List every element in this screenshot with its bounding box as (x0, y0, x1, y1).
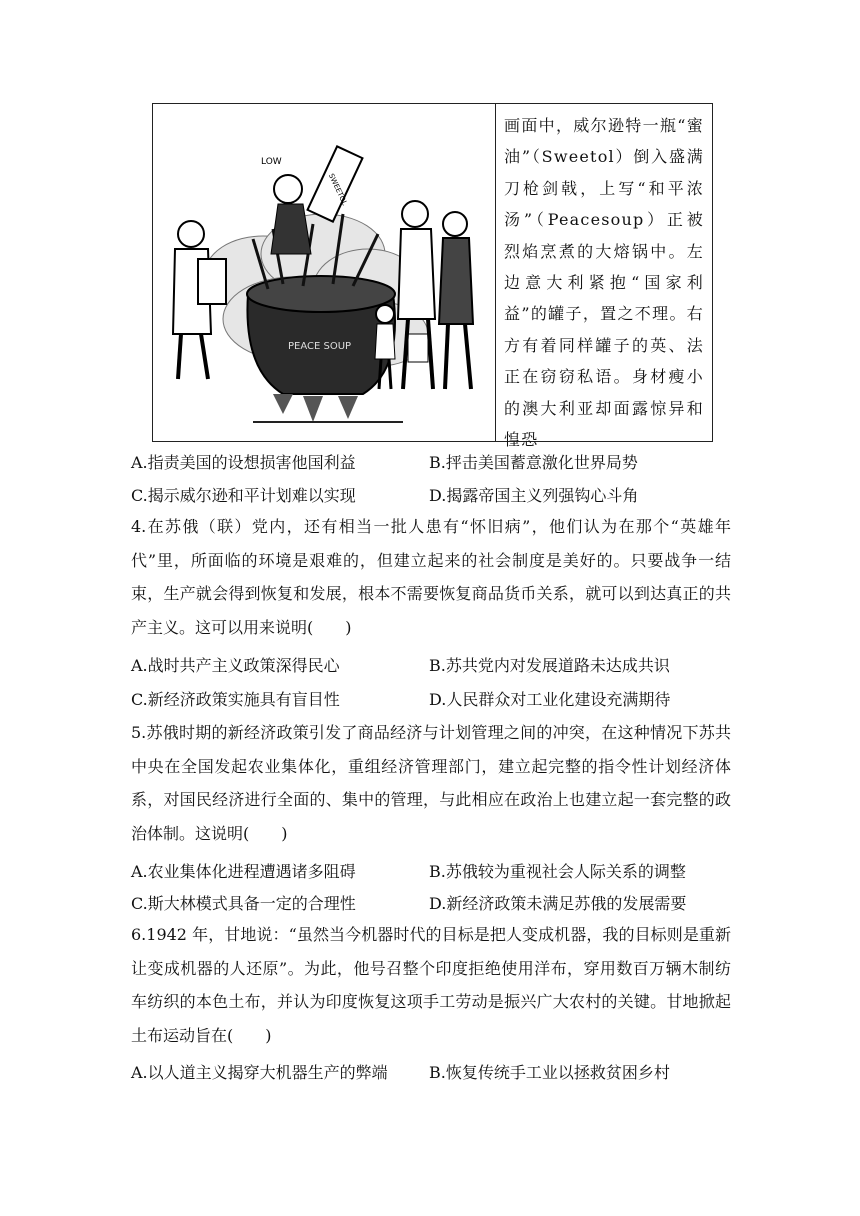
q4-option-b[interactable]: B.苏共党内对发展道路未达成共识 (429, 656, 670, 675)
political-cartoon (153, 104, 496, 441)
q3-options-row-1 (131, 450, 731, 473)
q5-option-c[interactable]: C.斯大林模式具备一定的合理性 (131, 894, 356, 913)
q5-option-a[interactable]: A.农业集体化进程遭遇诸多阻碍 (131, 862, 356, 881)
bottle-label: SWEETOL (326, 172, 349, 207)
cartoon-illustration (153, 104, 495, 441)
q3-option-c[interactable]: C.揭示威尔逊和平计划难以实现 (131, 486, 356, 505)
q6-option-a[interactable]: A.以人道主义揭穿大机器生产的弊端 (131, 1063, 388, 1082)
q4-options-row-2 (131, 687, 731, 710)
cartoon-caption: 画面中，威尔逊特一瓶“蜜油”（Sweetol）倒入盛满刀枪剑戟，上写“和平浓汤”（Peacesoup）正被烈焰烹煮的大熔锅中。左边意大利紧抱“国家利益”的罐子，置之不理。右方有着同样罐子的英、法正在窃窃私语。身材瘦小的澳大利亚却面露惊异和惶恐 (504, 116, 704, 450)
q5-option-b[interactable]: B.苏俄较为重视社会人际关系的调整 (429, 862, 686, 881)
q4-stem: 4.在苏俄（联）党内，还有相当一批人患有“怀旧病”，他们认为在那个“英雄年代”里，所面临的环境是艰难的，但建立起来的社会制度是美好的。只要战争一结束，生产就会得到恢复和发展，根本不需要恢复商品货币关系，就可以到达真正的共产主义。这可以用来说明( ) (131, 517, 731, 637)
q3-option-d[interactable]: D.揭露帝国主义列强钩心斗角 (429, 486, 639, 505)
q5-options-row-2 (131, 891, 731, 914)
figure-table (152, 103, 713, 450)
q6-stem: 6.1942 年，甘地说：“虽然当今机器时代的目标是把人变成机器，我的目标则是重新让变成机器的人还原”。为此，他号召整个印度拒绝使用洋布，穿用数百万辆木制纺车纺织的本色土布，并认为印度恢复这项手工劳动是振兴广大农村的关键。甘地掀起土布运动旨在( ) (131, 925, 731, 1045)
q4-option-c[interactable]: C.新经济政策实施具有盲目性 (131, 690, 340, 709)
q5-option-d[interactable]: D.新经济政策未满足苏俄的发展需要 (429, 894, 687, 913)
q5-stem: 5.苏俄时期的新经济政策引发了商品经济与计划管理之间的冲突，在这种情况下苏共中央在全国发起农业集体化，重组经济管理部门，建立起完整的指令性计划经济体系，对国民经济进行全面的、集中的管理，与此相应在政治上也建立起一套完整的政治体制。这说明( ) (131, 723, 731, 843)
q4-option-a[interactable]: A.战时共产主义政策深得民心 (131, 656, 340, 675)
q6-options-row-1 (131, 1060, 731, 1083)
q4-option-d[interactable]: D.人民群众对工业化建设充满期待 (429, 690, 671, 709)
q3-option-b[interactable]: B.抨击美国蓄意激化世界局势 (429, 453, 638, 472)
q5-options-row-1 (131, 859, 731, 882)
q3-option-a[interactable]: A.指责美国的设想损害他国利益 (131, 453, 356, 472)
pot-label: PEACE SOUP (288, 341, 352, 352)
cartoonist-signature: LOW (261, 157, 282, 167)
q3-options-row-2 (131, 483, 731, 506)
q6-option-b[interactable]: B.恢复传统手工业以拯救贫困乡村 (429, 1063, 670, 1082)
q4-options-row-1 (131, 653, 731, 676)
